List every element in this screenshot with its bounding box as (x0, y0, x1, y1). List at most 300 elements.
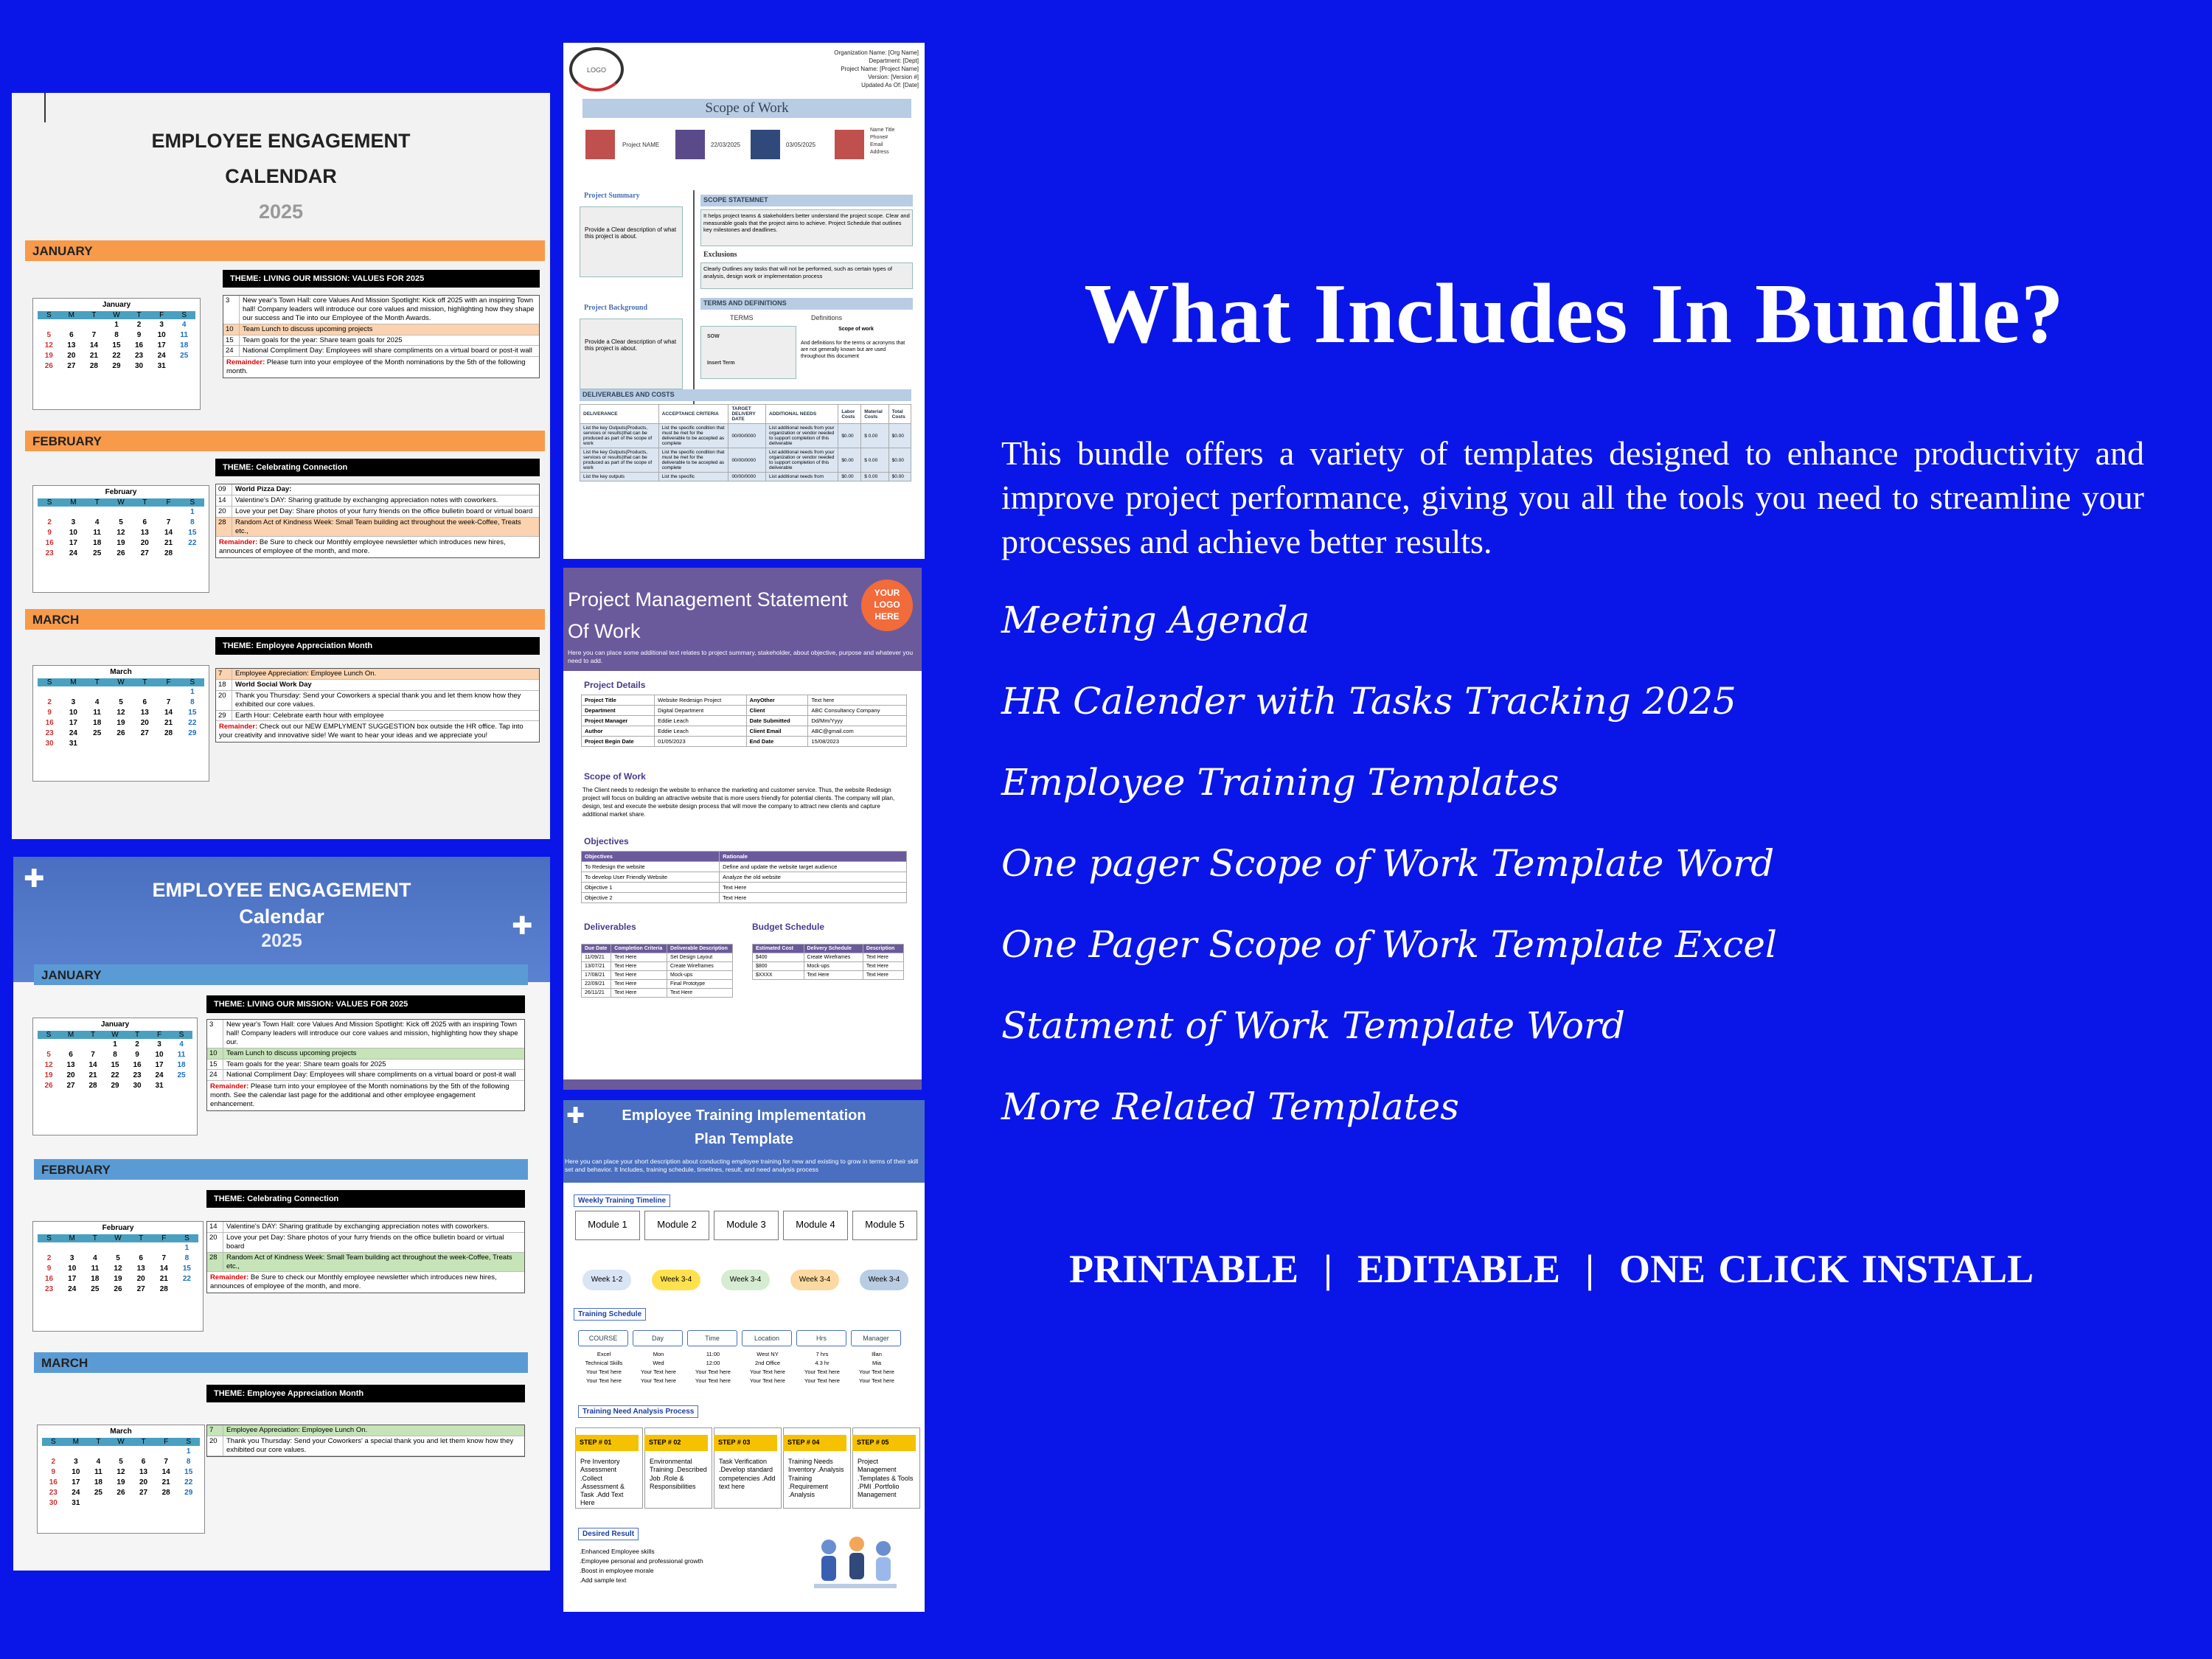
day-cell: 4 (181, 321, 187, 329)
day-cell: 26 (44, 1082, 53, 1090)
mini-calendar-january (32, 1018, 198, 1135)
bundle-item: Statment of Work Template Word (1001, 1004, 1625, 1047)
manager-icon (835, 130, 864, 159)
day-cell: 17 (69, 719, 77, 727)
editable-label: EDITABLE (1357, 1247, 1561, 1291)
day-cell: 8 (114, 331, 119, 339)
table-header-cell: Material Costs (861, 405, 888, 424)
day-cell: 23 (49, 1489, 58, 1497)
day-cell: 17 (69, 539, 77, 547)
day-cell: 8 (184, 1254, 189, 1262)
day-cell: 16 (133, 1061, 142, 1069)
table-cell: Text Here (804, 971, 863, 980)
module-box: Module 5 (852, 1211, 917, 1240)
event-row: 20 Love your pet Day: Share photos of your furry friends on the office bulletin board or virtual board (216, 507, 539, 518)
table-row (580, 448, 911, 473)
project-name-icon (585, 130, 615, 159)
mini-calendar-title: March (110, 1427, 132, 1436)
day-cell: 14 (164, 709, 173, 717)
schedule-cell: Your Text here (695, 1368, 731, 1375)
table-cell: 01/05/2023 (655, 737, 747, 747)
day-cell: 14 (88, 1061, 97, 1069)
day-cell: 15 (182, 1265, 191, 1273)
day-cell: 9 (51, 1468, 56, 1476)
table-cell: Text Here (863, 971, 903, 980)
day-cell: 25 (94, 1489, 102, 1497)
day-cell: 27 (67, 362, 76, 370)
event-row: 24 National Compliment Day: Employees will share compliments on a virtual board or post-it wall (223, 346, 539, 357)
calendar-template-preview-1 (12, 93, 550, 839)
table-cell: Text Here (611, 980, 667, 989)
day-cell: 6 (142, 698, 147, 706)
table-cell: Date Submitted (746, 716, 808, 726)
day-cell: 20 (140, 719, 149, 727)
table-cell: Mock-ups (667, 971, 733, 980)
day-cell: 24 (157, 352, 166, 360)
table-cell: To Redesign the website (582, 862, 720, 872)
day-cell: 7 (91, 331, 97, 339)
scope-heading: Scope of Work (584, 771, 646, 782)
table-cell: $ 0.00 (861, 473, 888, 481)
weekday-row: S M T W T F S (38, 1234, 198, 1242)
day-cell: 20 (139, 1478, 148, 1486)
day-cell: 3 (157, 1040, 161, 1048)
need-analysis-heading: Training Need Analysis Process (578, 1405, 698, 1418)
day-cell: 27 (66, 1082, 75, 1090)
day-cell: 6 (142, 518, 147, 526)
table-cell: Text Here (611, 989, 667, 998)
team-illustration (807, 1529, 902, 1600)
schedule-cell: 11:00 (706, 1351, 720, 1357)
day-cell: 13 (66, 1061, 75, 1069)
org-meta: Organization Name: [Org Name] Department: [Dept] Project Name: [Project Name] Version: [Version #] Updated As Of: [Date] (834, 49, 919, 88)
table-cell: $800 (753, 962, 804, 971)
table-cell: Final Prototype (667, 980, 733, 989)
week-pill: Week 1-2 (582, 1270, 631, 1290)
table-row (582, 971, 733, 980)
table-cell: List the key Outputs(Products, services or results)that can be produced as part of the scope of work (580, 448, 659, 473)
table-cell: List the specific condition that must be met for the deliverable to be accepted as complete (658, 448, 728, 473)
project-background-box: Provide a Clear description of what this project is about. (580, 319, 683, 389)
day-cell: 22 (188, 719, 197, 727)
event-row: 20 Thank you Thursday: Send your Coworkers' a special thank you and let them know how they exhibited our core values. (207, 1436, 524, 1456)
day-cell: 18 (93, 719, 102, 727)
printable-label: PRINTABLE (1069, 1247, 1299, 1291)
bundle-heading: What Includes In Bundle? (1084, 267, 2065, 361)
table-cell: Create Wireframes (804, 953, 863, 962)
table-row (582, 706, 907, 716)
calendar-subtitle: Calendar (239, 905, 324, 928)
day-cell (156, 688, 180, 696)
schedule-cell: Technical Skills (585, 1360, 623, 1366)
day-cell: 28 (159, 1285, 168, 1293)
manager-contact: Name Title Phone# Email Address (870, 128, 895, 155)
day-cell: 19 (116, 1478, 125, 1486)
theme-banner: THEME: Celebrating Connection (206, 1190, 525, 1208)
day-cell: 15 (184, 1468, 193, 1476)
table-cell: $0.00 (838, 473, 861, 481)
day-cell: 15 (111, 1061, 119, 1069)
step-body: Environmental Training .Described Job .Role & Responsibilities (644, 1427, 712, 1509)
day-cell: 3 (159, 321, 164, 329)
day-cell: 10 (157, 331, 166, 339)
day-cell: 20 (140, 539, 149, 547)
day-cell: 23 (45, 1285, 54, 1293)
day-cell: 8 (190, 518, 195, 526)
project-background-heading: Project Background (584, 304, 648, 312)
events-list-january (223, 295, 540, 378)
day-cell: 11 (91, 1265, 100, 1273)
day-cell: 3 (71, 698, 76, 706)
theme-banner: THEME: Celebrating Connection (215, 459, 540, 476)
day-cell: 2 (51, 1458, 56, 1466)
week-pill: Week 3-4 (652, 1270, 700, 1290)
day-cell (173, 362, 195, 370)
day-cell: 11 (177, 1051, 186, 1059)
deliverables-heading: Deliverables (584, 922, 636, 932)
module-box: Module 3 (714, 1211, 779, 1240)
day-cell (60, 1040, 82, 1048)
project-name-value: Project NAME (622, 142, 660, 148)
table-row (582, 980, 733, 989)
day-cell: 19 (116, 539, 125, 547)
table-cell: AnyOther (746, 695, 808, 706)
day-cell (133, 688, 156, 696)
schedule-column-header: Day (633, 1330, 683, 1346)
day-cell: 27 (139, 1489, 148, 1497)
event-row: 7 Employee Appreciation: Employee Lunch On. (207, 1425, 524, 1436)
table-header-cell: Total Costs (888, 405, 911, 424)
table-cell: Author (582, 726, 655, 737)
weekday-row: S M T W T F S (38, 498, 204, 507)
day-cell: 30 (135, 362, 144, 370)
day-cell: 24 (68, 1285, 77, 1293)
day-cell: 10 (155, 1051, 164, 1059)
table-cell: Client (746, 706, 808, 716)
day-cell: 14 (161, 1468, 170, 1476)
deliverables-table (581, 944, 733, 998)
schedule-cell: Your Text here (695, 1377, 731, 1384)
day-cell: 26 (44, 362, 53, 370)
day-cell: 6 (141, 1458, 146, 1466)
schedule-cell: Your Text here (804, 1368, 840, 1375)
events-list-march (206, 1425, 525, 1457)
training-subtitle: Plan Template (694, 1131, 794, 1147)
table-cell: Objective 1 (582, 883, 720, 893)
day-cell: 18 (91, 1275, 100, 1283)
month-header-february: FEBRUARY (25, 431, 545, 451)
mini-calendar-february (32, 1221, 204, 1332)
day-cell: 31 (69, 740, 77, 748)
step-header: STEP # 02 (644, 1435, 708, 1451)
terms-column: TERMS (730, 314, 754, 321)
module-box: Module 1 (575, 1211, 640, 1240)
table-cell: 15/08/2023 (808, 737, 907, 747)
day-cell (86, 688, 109, 696)
table-cell: 13/07/21 (582, 962, 611, 971)
training-description: Here you can place your short description about conducting employee training for new and existing to grow in terms of their skill set and behavior. It Includes, training schedule, timelines, result, and need analysis process (565, 1158, 919, 1173)
day-cell (156, 508, 180, 516)
day-cell: 22 (188, 539, 197, 547)
scope-text: The Client needs to redesign the website to enhance the marketing and customer service. Thus, the website Redesign project will focus on building an attractive website that is more users friendly for potential clients. The company will plan, design, test and execute the website design process that will move the company to attract new clients and capture additional market share. (582, 787, 895, 818)
event-row: 15 Team goals for the year: Share team goals for 2025 (207, 1060, 524, 1071)
month-header-march: MARCH (34, 1352, 528, 1373)
day-cell (87, 1447, 110, 1455)
schedule-cell: 4.3 hr (815, 1360, 830, 1366)
day-grid (38, 1244, 198, 1293)
table-cell: Text here (808, 695, 907, 706)
day-cell (60, 321, 83, 329)
schedule-heading: Training Schedule (574, 1308, 646, 1321)
table-row (582, 962, 733, 971)
day-cell: 12 (114, 1265, 122, 1273)
day-cell: 17 (157, 341, 166, 349)
calendar-year: 2025 (258, 201, 304, 223)
mini-calendar-march (32, 665, 209, 782)
day-cell (83, 1244, 106, 1252)
table-cell: Text Here (611, 971, 667, 980)
table-row (582, 695, 907, 706)
day-cell: 28 (164, 549, 173, 557)
day-cell: 31 (72, 1499, 80, 1507)
day-cell: 29 (111, 1082, 119, 1090)
day-cell: 12 (44, 341, 53, 349)
day-cell: 20 (67, 352, 76, 360)
table-cell: Digital Department (655, 706, 747, 716)
day-cell: 20 (136, 1275, 145, 1283)
project-summary-heading: Project Summary (584, 192, 640, 200)
table-row (582, 953, 733, 962)
day-cell: 18 (93, 539, 102, 547)
table-cell: List the specific (658, 473, 728, 481)
schedule-cell: Your Text here (859, 1368, 894, 1375)
schedule-column-header: Location (742, 1330, 792, 1346)
month-header-february: FEBRUARY (34, 1159, 528, 1180)
schedule-cell: Mon (653, 1351, 664, 1357)
table-cell: Define and update the website target audience (720, 862, 907, 872)
step-header: STEP # 01 (575, 1435, 639, 1451)
day-cell: 1 (114, 321, 119, 329)
day-cell: 15 (188, 529, 197, 537)
terms-box: SOW Insert Term (700, 326, 796, 379)
day-cell: 22 (184, 1478, 193, 1486)
events-list-march (215, 668, 540, 742)
month-header-march: MARCH (25, 609, 545, 630)
day-cell: 24 (72, 1489, 80, 1497)
calendar-icon (675, 130, 705, 159)
event-row: 3 New year's Town Hall: core Values And Mission Spotlight: Kick off 2025 with an inspiring Town hall! Company leaders will introduce our core values and mission, highlighting how they shape our success and Tie into our Employee of the Month Awards. (223, 296, 539, 324)
table-cell: ABC@gmail.com (808, 726, 907, 737)
day-cell (153, 1244, 175, 1252)
day-cell (38, 321, 60, 329)
training-plan-template-preview (563, 1100, 925, 1612)
step-header: STEP # 03 (714, 1435, 777, 1451)
event-row: 24 National Compliment Day: Employees will share compliments on a virtual board or post-it wall (207, 1070, 524, 1081)
table-cell: $0.00 (888, 448, 911, 473)
schedule-cell: Your Text here (859, 1377, 894, 1384)
bundle-intro: This bundle offers a variety of templates designed to enhance productivity and improve project performance, giving you all the tools you need to streamline your processes and achieve better results. (1001, 434, 2144, 560)
table-cell: 26/11/21 (582, 989, 611, 998)
day-cell: 1 (190, 688, 195, 696)
table-cell: $0.00 (888, 424, 911, 448)
events-list-february (215, 484, 540, 558)
table-cell: $0.00 (838, 424, 861, 448)
day-cell: 13 (136, 1265, 145, 1273)
table-cell: Department (582, 706, 655, 716)
table-cell: Mock-ups (804, 962, 863, 971)
definitions-box: Scope of work And definitions for the terms or acronyms that are not generally known but are used throughout this document (801, 327, 905, 359)
budget-table (752, 944, 904, 980)
table-header-cell: ADDITIONAL NEEDS (766, 405, 838, 424)
day-cell: 28 (89, 362, 98, 370)
day-cell (82, 1040, 104, 1048)
step-body: Training Needs Inventory .Analysis Training .Requirement .Analysis (783, 1427, 851, 1509)
day-cell: 21 (164, 719, 173, 727)
table-cell: 00/00/0000 (728, 448, 766, 473)
day-cell (61, 508, 85, 516)
logo-badge: LOGO (569, 47, 624, 91)
day-cell: 4 (93, 1254, 97, 1262)
day-cell: 15 (112, 341, 121, 349)
day-cell: 7 (91, 1051, 95, 1059)
puzzle-icon: ✚ (24, 865, 45, 893)
table-cell: Client Email (746, 726, 808, 737)
step-body: Pre Inventory Assessment .Collect .Assessment & Task .Add Text Here (575, 1427, 643, 1509)
table-cell: $400 (753, 953, 804, 962)
event-row: 29 Earth Hour: Celebrate earth hour with employee (216, 711, 539, 722)
table-cell: List the key Outputs(Products, services or results)that can be produced as part of the scope of work (580, 424, 659, 448)
table-cell: 11/09/21 (582, 953, 611, 962)
day-cell: 21 (164, 539, 173, 547)
table-cell: Text Here (611, 962, 667, 971)
day-cell: 25 (180, 352, 189, 360)
table-cell: $XXXX (753, 971, 804, 980)
day-cell: 25 (93, 549, 102, 557)
day-cell: 2 (47, 518, 52, 526)
day-cell: 7 (166, 698, 171, 706)
event-row: 09 World Pizza Day: (216, 484, 539, 495)
table-row (582, 893, 907, 903)
definitions-column: Definitions (811, 314, 843, 321)
day-cell: 4 (94, 518, 100, 526)
day-cell: 14 (159, 1265, 168, 1273)
weekly-timeline-heading: Weekly Training Timeline (574, 1194, 670, 1207)
schedule-cell: Wed (653, 1360, 664, 1366)
schedule-cell: Your Text here (586, 1377, 622, 1384)
day-cell: 18 (94, 1478, 102, 1486)
day-grid (42, 1447, 200, 1507)
table-cell: $ 0.00 (861, 448, 888, 473)
table-row (753, 962, 904, 971)
budget-heading: Budget Schedule (752, 922, 825, 932)
table-row (582, 862, 907, 872)
day-cell: 1 (186, 1447, 191, 1455)
table-cell: List additional needs from (766, 473, 838, 481)
day-cell (86, 508, 109, 516)
schedule-cell: 12:00 (706, 1360, 720, 1366)
day-cell: 21 (88, 1071, 97, 1079)
end-date-value: 03/05/2025 (786, 142, 816, 148)
calendar-icon (751, 130, 780, 159)
schedule-column-header: Time (687, 1330, 737, 1346)
table-cell: 17/08/21 (582, 971, 611, 980)
theme-banner: THEME: LIVING OUR MISSION: VALUES FOR 2025 (223, 270, 540, 288)
mini-calendar-february (32, 485, 209, 593)
bundle-item: One Pager Scope of Work Template Excel (1001, 923, 1777, 966)
day-cell: 13 (67, 341, 76, 349)
day-cell: 22 (111, 1071, 119, 1079)
day-cell: 27 (140, 729, 149, 737)
deliverables-heading: DELIVERABLES AND COSTS (580, 389, 911, 401)
project-summary-box: Provide a Clear description of what this project is about. (580, 206, 683, 277)
day-cell: 14 (164, 529, 173, 537)
day-cell: 31 (155, 1082, 164, 1090)
day-cell: 13 (140, 529, 149, 537)
divider (693, 190, 695, 411)
day-cell (65, 1447, 88, 1455)
day-cell: 9 (136, 331, 142, 339)
separator: | (1324, 1247, 1332, 1291)
table-header-cell: TARGET DELIVERY DATE (728, 405, 766, 424)
day-cell: 23 (45, 549, 54, 557)
event-row: 20 Love your pet Day: Share photos of your furry friends on the office bulletin board or virtual board (207, 1233, 524, 1253)
day-cell: 26 (116, 729, 125, 737)
mini-calendar-title: January (102, 301, 131, 309)
puzzle-icon: ✚ (566, 1104, 585, 1128)
day-cell (132, 1447, 155, 1455)
day-cell: 16 (45, 539, 54, 547)
day-cell: 26 (114, 1285, 122, 1293)
table-cell: Project Manager (582, 716, 655, 726)
day-cell: 17 (72, 1478, 80, 1486)
day-cell: 1 (113, 1040, 117, 1048)
table-cell: List additional needs from your organization or vendor needed to support completion of this deliverable (766, 448, 838, 473)
schedule-cell: Your Text here (750, 1368, 785, 1375)
table-header-cell: Completion Criteria (611, 945, 667, 953)
day-cell: 22 (182, 1275, 191, 1283)
day-cell (60, 1244, 83, 1252)
table-row (582, 726, 907, 737)
table-header-cell: Estimated Cost (753, 945, 804, 953)
schedule-cell: Mia (872, 1360, 882, 1366)
bundle-item: HR Calender with Tasks Tracking 2025 (1001, 680, 1736, 723)
day-cell: 21 (159, 1275, 168, 1283)
day-cell (181, 549, 204, 557)
event-row: 7 Employee Appreciation: Employee Lunch On. (216, 669, 539, 680)
footer-band (563, 1079, 922, 1090)
table-cell: Eddie Leach (655, 726, 747, 737)
scope-statement-heading: SCOPE STATEMNET (700, 195, 913, 206)
sow-description: Here you can place some additional text relates to project summary, stakeholder, about objective, purpose and whatever you need to add. (568, 649, 914, 664)
day-cell (110, 1447, 133, 1455)
table-header-cell: Deliverable Description (667, 945, 733, 953)
day-cell: 15 (188, 709, 197, 717)
day-cell: 2 (136, 321, 142, 329)
day-cell (38, 1040, 60, 1048)
event-row: 10 Team Lunch to discuss upcoming projects (207, 1048, 524, 1060)
mini-calendar-title: February (105, 488, 137, 496)
day-cell: 13 (140, 709, 149, 717)
schedule-column-header: Manager (851, 1330, 901, 1346)
module-box: Module 2 (644, 1211, 709, 1240)
step-body: Task Verification .Develop standard competencies .Add text here (714, 1427, 782, 1509)
weekday-row: S M T W T F S (38, 1031, 192, 1039)
day-cell (83, 321, 105, 329)
day-cell: 19 (114, 1275, 122, 1283)
day-cell: 8 (190, 698, 195, 706)
day-cell: 28 (88, 1082, 97, 1090)
month-header-january: JANUARY (25, 240, 545, 261)
